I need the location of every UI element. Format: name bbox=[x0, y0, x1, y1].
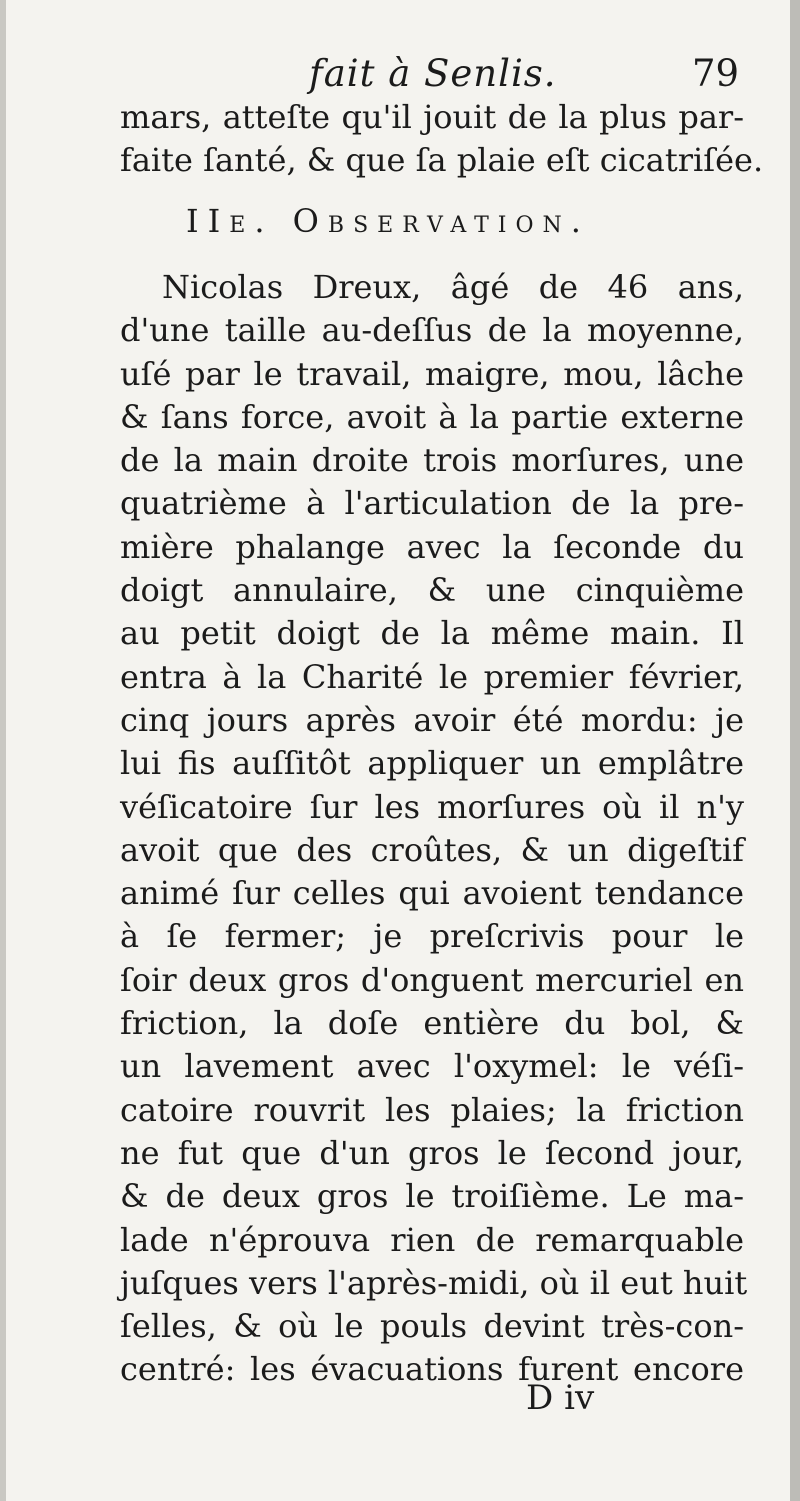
text-line: ſelles, & où le pouls devint très-con- bbox=[120, 1307, 744, 1346]
text-line: lade n'éprouva rien de remarquable bbox=[120, 1220, 744, 1259]
text-line: uſé par le travail, maigre, mou, lâche bbox=[120, 354, 744, 393]
text-line: mière phalange avec la ſeconde du bbox=[120, 527, 744, 566]
running-head bbox=[6, 48, 790, 98]
text-line: lui fis auſſitôt appliquer un emplâtre bbox=[120, 744, 744, 783]
signature-mark: D iv bbox=[526, 1378, 595, 1418]
text-line: entra à la Charité le premier février, bbox=[120, 657, 744, 696]
text-line: au petit doigt de la même main. Il bbox=[120, 614, 744, 653]
text-line: ne fut que d'un gros le ſecond jour, bbox=[120, 1133, 744, 1172]
text-line: mars, atteſte qu'il jouit de la plus par- bbox=[120, 98, 744, 136]
text-line: d'une taille au-deſſus de la moyenne, bbox=[120, 311, 744, 350]
section-heading: IIe. Observation. bbox=[186, 202, 590, 240]
text-line: de la main droite trois morſures, une bbox=[120, 441, 744, 480]
text-line: doigt annulaire, & une cinquième bbox=[120, 571, 744, 610]
text-line: centré: les évacuations furent encore bbox=[120, 1350, 744, 1389]
text-line: catoire rouvrit les plaies; la friction bbox=[120, 1090, 744, 1129]
text-line: faite ſanté, & que ſa plaie eſt cicatriſée. bbox=[120, 141, 764, 180]
text-line: avoit que des croûtes, & un digeſtif bbox=[120, 830, 744, 869]
page-number: 79 bbox=[692, 52, 740, 95]
observation-paragraph bbox=[120, 266, 748, 1392]
text-line: animé ſur celles qui avoient tendance bbox=[120, 874, 744, 913]
text-line: à ſe fermer; je preſcrivis pour le bbox=[120, 917, 744, 956]
continued-paragraph bbox=[120, 96, 764, 183]
text-line: juſques vers l'après-midi, où il eut huit bbox=[120, 1263, 748, 1302]
text-line: & ſans force, avoit à la partie externe bbox=[120, 397, 744, 436]
text-line: un lavement avec l'oxymel: le véſi- bbox=[120, 1047, 744, 1086]
text-line: véſicatoire ſur les morſures où il n'y bbox=[120, 787, 744, 826]
text-line: quatrième à l'articulation de la pre- bbox=[120, 484, 744, 523]
running-title: fait à Senlis. bbox=[309, 52, 557, 95]
text-line: & de deux gros le troiſième. Le ma- bbox=[120, 1177, 744, 1216]
text-line: ſoir deux gros d'onguent mercuriel en bbox=[120, 960, 744, 999]
text-line: friction, la doſe entière du bol, & bbox=[120, 1004, 744, 1043]
text-line: cinq jours après avoir été mordu: je bbox=[120, 700, 744, 739]
text-line: Nicolas Dreux, âgé de 46 ans, bbox=[162, 268, 744, 306]
